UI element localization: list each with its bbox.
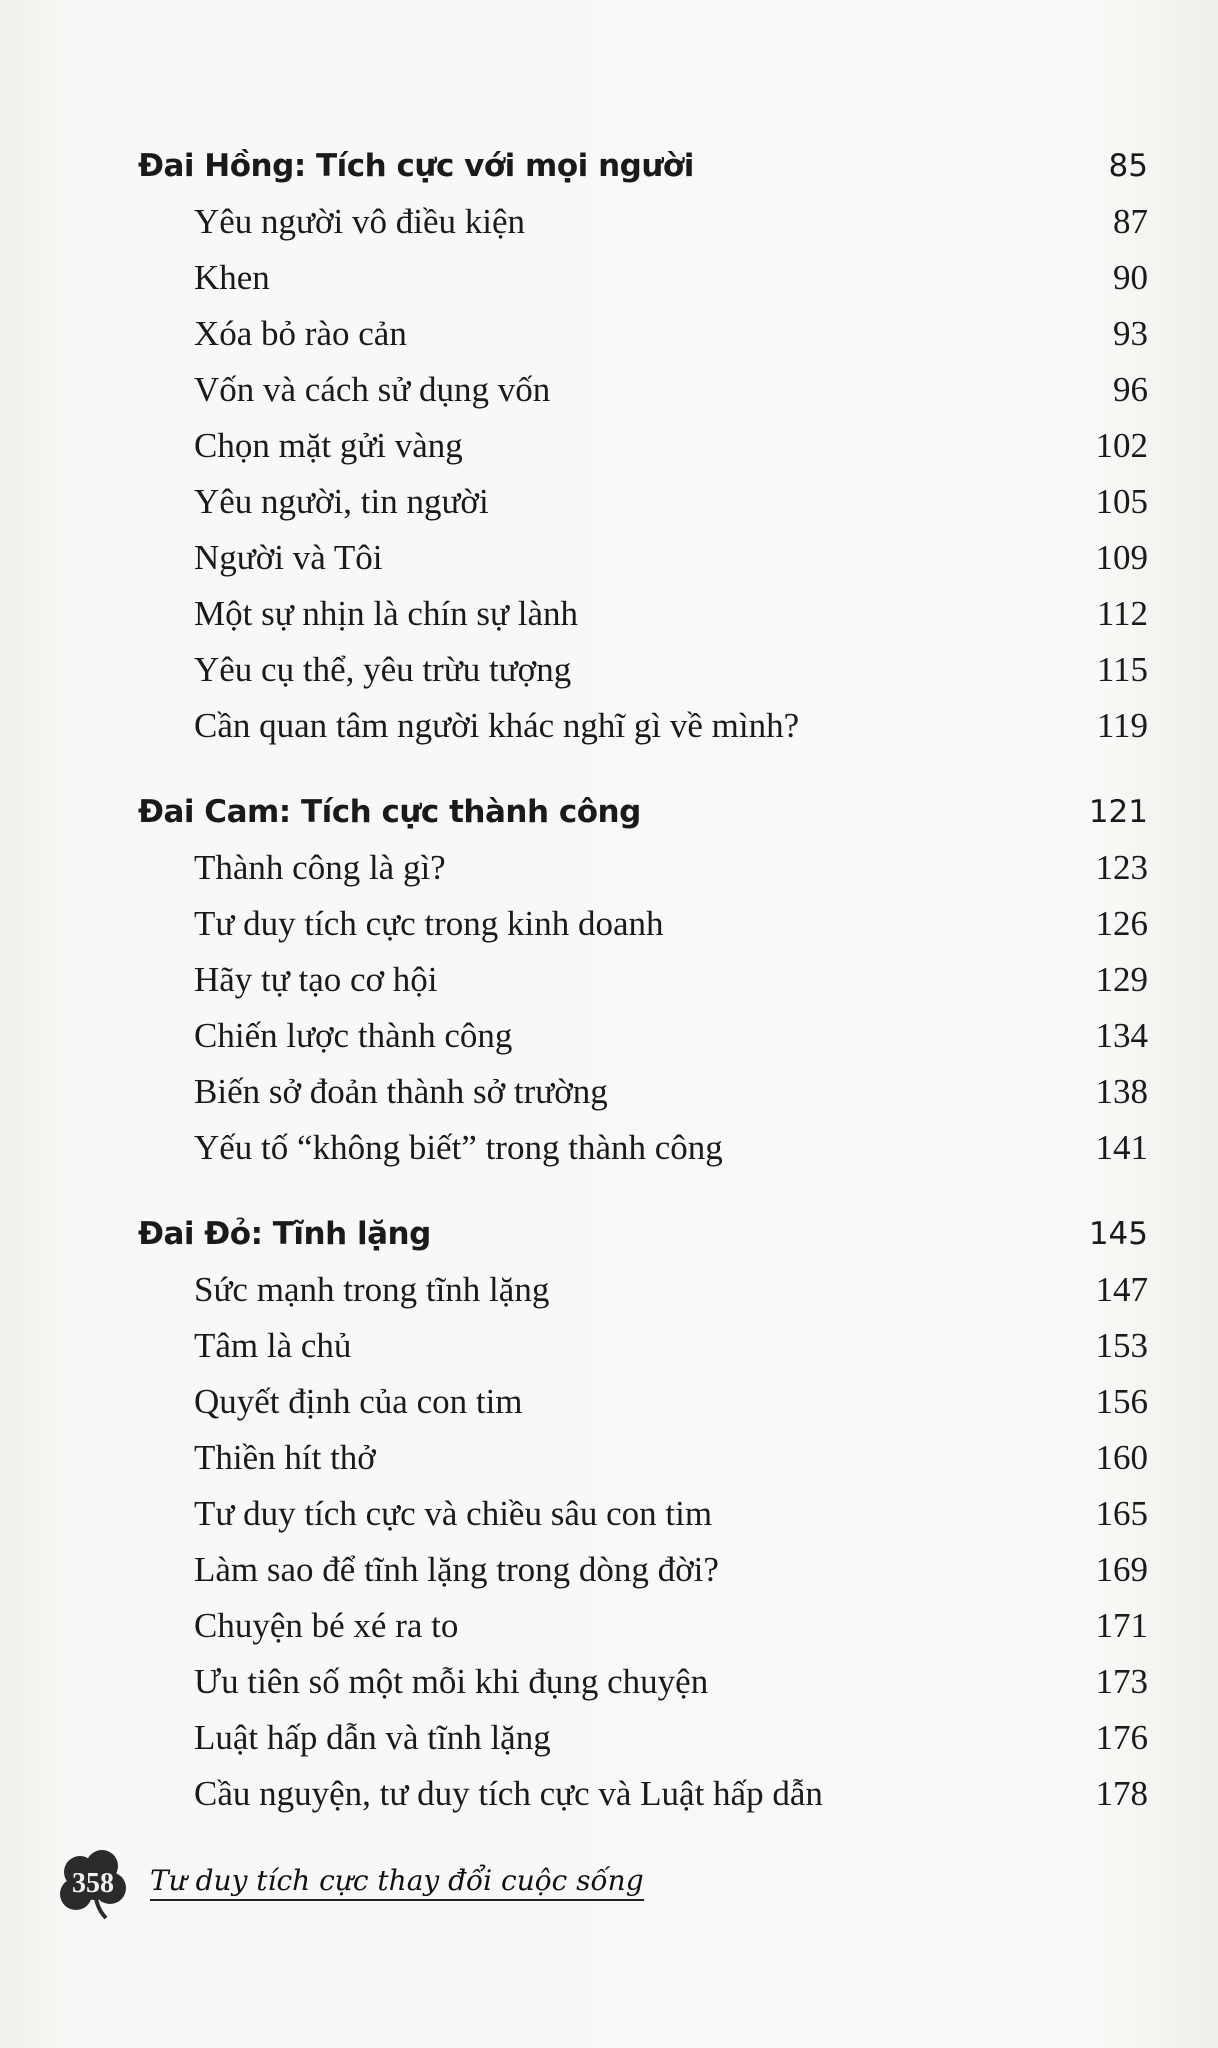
entry-title: Thành công là gì? xyxy=(194,848,446,887)
entry-page: 165 xyxy=(1095,1494,1148,1533)
toc-entry xyxy=(138,362,1148,418)
entry-title: Yêu người, tin người xyxy=(194,482,489,521)
toc-entry xyxy=(138,840,1148,896)
section-title: Đai Đỏ: Tĩnh lặng xyxy=(138,1216,431,1252)
page-number: 358 xyxy=(72,1868,114,1899)
toc-entry xyxy=(138,530,1148,586)
entry-title: Ưu tiên số một mỗi khi đụng chuyện xyxy=(194,1662,709,1701)
toc-entry xyxy=(138,1654,1148,1710)
toc-entry xyxy=(138,250,1148,306)
entry-title: Chiến lược thành công xyxy=(194,1016,513,1055)
entry-page: 176 xyxy=(1095,1718,1148,1757)
toc-section xyxy=(138,1206,1148,1822)
entry-title: Tư duy tích cực trong kinh doanh xyxy=(194,904,664,943)
toc-entry xyxy=(138,698,1148,754)
entry-page: 169 xyxy=(1095,1550,1148,1589)
page-footer xyxy=(50,1850,650,1910)
toc-entry xyxy=(138,1120,1148,1176)
entry-title: Yêu cụ thể, yêu trừu tượng xyxy=(194,650,572,689)
toc-entry xyxy=(138,1598,1148,1654)
entry-title: Thiền hít thở xyxy=(194,1438,376,1477)
section-title: Đai Hồng: Tích cực với mọi người xyxy=(138,148,694,184)
toc-entry xyxy=(138,1318,1148,1374)
toc-entry xyxy=(138,474,1148,530)
entry-page: 134 xyxy=(1095,1016,1148,1055)
entry-title: Vốn và cách sử dụng vốn xyxy=(194,370,551,409)
toc-section xyxy=(138,784,1148,1176)
entry-page: 119 xyxy=(1096,706,1148,745)
entry-page: 153 xyxy=(1095,1326,1148,1365)
toc-entry xyxy=(138,194,1148,250)
entry-title: Biến sở đoản thành sở trường xyxy=(194,1072,608,1111)
section-title: Đai Cam: Tích cực thành công xyxy=(138,794,641,830)
entry-title: Chuyện bé xé ra to xyxy=(194,1606,459,1645)
entry-page: 138 xyxy=(1095,1072,1148,1111)
entry-page: 93 xyxy=(1113,314,1148,353)
entry-title: Quyết định của con tim xyxy=(194,1382,523,1421)
entry-page: 156 xyxy=(1095,1382,1148,1421)
toc-entry xyxy=(138,1542,1148,1598)
entry-page: 109 xyxy=(1095,538,1148,577)
entry-title: Yêu người vô điều kiện xyxy=(194,202,526,241)
entry-title: Chọn mặt gửi vàng xyxy=(194,426,463,465)
toc-entry xyxy=(138,1008,1148,1064)
entry-page: 105 xyxy=(1095,482,1148,521)
entry-title: Một sự nhịn là chín sự lành xyxy=(194,594,579,633)
entry-title: Cầu nguyện, tư duy tích cực và Luật hấp dẫn xyxy=(194,1774,823,1813)
toc-entry xyxy=(138,952,1148,1008)
entry-title: Luật hấp dẫn và tĩnh lặng xyxy=(194,1718,551,1757)
entry-page: 90 xyxy=(1113,258,1148,297)
toc-entry xyxy=(138,1430,1148,1486)
entry-title: Xóa bỏ rào cản xyxy=(194,314,407,353)
entry-page: 147 xyxy=(1095,1270,1148,1309)
entry-page: 141 xyxy=(1095,1128,1148,1167)
toc-entry xyxy=(138,586,1148,642)
running-title: Tư duy tích cực thay đổi cuộc sống xyxy=(150,1864,644,1901)
toc-section xyxy=(138,138,1148,754)
entry-page: 115 xyxy=(1096,650,1148,689)
entry-page: 102 xyxy=(1095,426,1148,465)
entry-page: 160 xyxy=(1095,1438,1148,1477)
toc-entry xyxy=(138,306,1148,362)
entry-page: 126 xyxy=(1095,904,1148,943)
entry-page: 112 xyxy=(1096,594,1148,633)
toc-entry xyxy=(138,1766,1148,1822)
toc-entry xyxy=(138,1064,1148,1120)
entry-page: 178 xyxy=(1095,1774,1148,1813)
table-of-contents xyxy=(138,138,1148,1852)
toc-entry xyxy=(138,1262,1148,1318)
section-heading xyxy=(138,138,1148,194)
entry-title: Yếu tố “không biết” trong thành công xyxy=(194,1128,723,1167)
toc-entry xyxy=(138,896,1148,952)
section-page: 121 xyxy=(1088,794,1148,830)
entry-title: Làm sao để tĩnh lặng trong dòng đời? xyxy=(194,1550,719,1589)
entry-title: Tư duy tích cực và chiều sâu con tim xyxy=(194,1494,713,1533)
section-heading xyxy=(138,784,1148,840)
entry-page: 123 xyxy=(1095,848,1148,887)
entry-title: Tâm là chủ xyxy=(194,1326,352,1365)
entry-title: Khen xyxy=(194,258,270,297)
entry-title: Cần quan tâm người khác nghĩ gì về mình? xyxy=(194,706,800,745)
toc-entry xyxy=(138,1710,1148,1766)
entry-page: 129 xyxy=(1095,960,1148,999)
toc-entry xyxy=(138,642,1148,698)
section-page: 85 xyxy=(1108,148,1148,184)
entry-page: 171 xyxy=(1095,1606,1148,1645)
entry-page: 87 xyxy=(1113,202,1148,241)
toc-entry xyxy=(138,1374,1148,1430)
section-page: 145 xyxy=(1088,1216,1148,1252)
toc-entry xyxy=(138,418,1148,474)
entry-title: Hãy tự tạo cơ hội xyxy=(194,960,438,999)
entry-page: 96 xyxy=(1113,370,1148,409)
toc-entry xyxy=(138,1486,1148,1542)
entry-title: Sức mạnh trong tĩnh lặng xyxy=(194,1270,550,1309)
section-heading xyxy=(138,1206,1148,1262)
entry-title: Người và Tôi xyxy=(194,538,383,577)
entry-page: 173 xyxy=(1095,1662,1148,1701)
